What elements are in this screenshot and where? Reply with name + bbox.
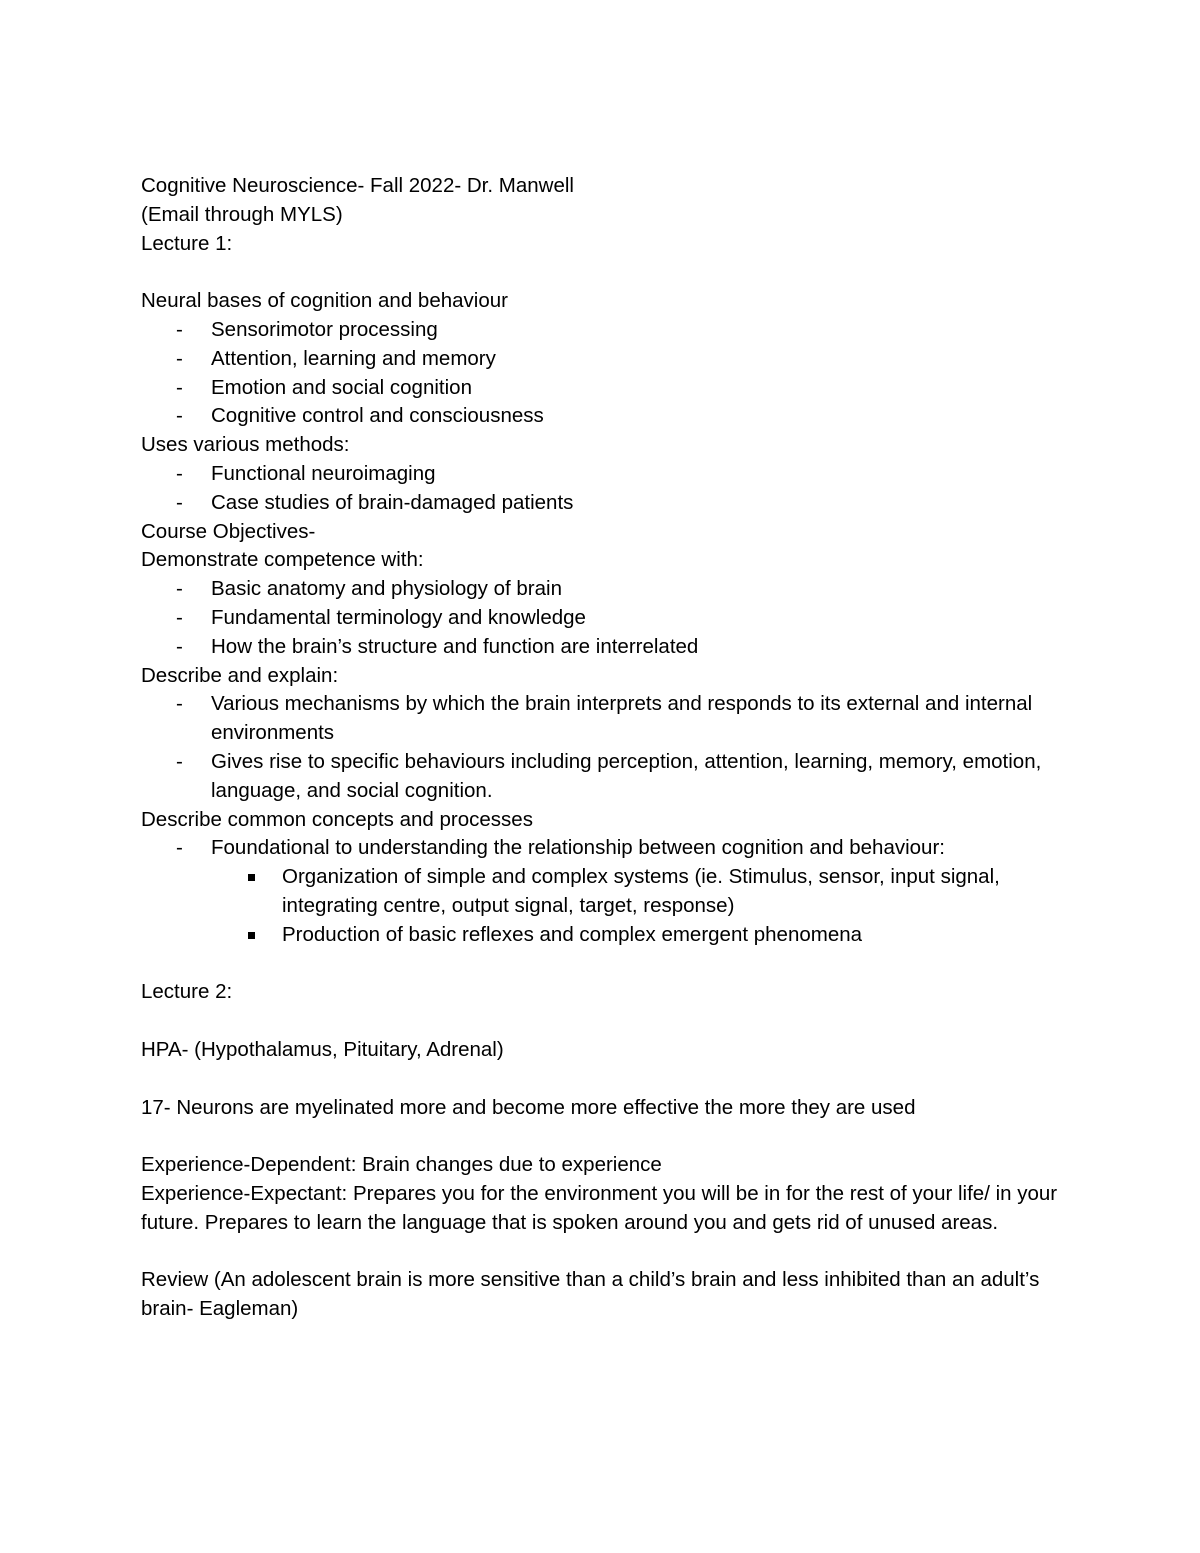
document-title: Cognitive Neuroscience- Fall 2022- Dr. Manwell	[141, 174, 574, 197]
list-item	[141, 345, 1071, 374]
list-item-text: Sensorimotor processing	[211, 317, 438, 341]
list-item-text: Case studies of brain-damaged patients	[211, 490, 574, 514]
blank-line	[141, 1007, 1071, 1036]
course-objectives-heading: Course Objectives-	[141, 519, 316, 543]
experience-dependent-note: Experience-Dependent: Brain changes due to experience	[141, 1153, 662, 1177]
list-item	[141, 575, 1071, 604]
document-page	[141, 172, 1071, 1324]
list-item-text: Various mechanisms by which the brain interprets and responds to its external and internal environments	[211, 692, 1033, 745]
list-item	[141, 316, 1071, 345]
list-item	[141, 748, 1071, 806]
blank-line	[141, 258, 1071, 287]
sub-list-item	[141, 921, 1071, 950]
list-item	[141, 460, 1071, 489]
dash-bullet: -	[176, 490, 183, 514]
dash-bullet: -	[176, 836, 183, 860]
dash-bullet: -	[176, 577, 183, 601]
methods-heading: Uses various methods:	[141, 433, 350, 457]
neurons-note: 17- Neurons are myelinated more and become more effective the more they are used	[141, 1095, 916, 1119]
hpa-note: HPA- (Hypothalamus, Pituitary, Adrenal)	[141, 1037, 504, 1061]
list-item-text: Functional neuroimaging	[211, 461, 436, 485]
lecture-2-heading: Lecture 2:	[141, 980, 233, 1004]
blank-line	[141, 1065, 1071, 1094]
neural-bases-heading: Neural bases of cognition and behaviour	[141, 289, 508, 313]
dash-bullet: -	[176, 605, 183, 629]
dash-bullet: -	[176, 461, 183, 485]
list-item	[141, 604, 1071, 633]
dash-bullet: -	[176, 346, 183, 370]
review-note: Review (An adolescent brain is more sensitive than a child’s brain and less inhibited than an adult’s brain- Eagleman)	[141, 1268, 1040, 1321]
list-item-text: Attention, learning and memory	[211, 346, 496, 370]
dash-bullet: -	[176, 634, 183, 658]
list-item	[141, 834, 1071, 863]
dash-bullet: -	[176, 692, 183, 716]
blank-line	[141, 950, 1071, 979]
contact-note: (Email through MYLS)	[141, 202, 343, 226]
list-item-text: Cognitive control and consciousness	[211, 404, 544, 428]
list-item-text: Gives rise to specific behaviours including perception, attention, learning, memory, emotion, language, and social cognition.	[211, 749, 1042, 802]
sub-list-item-text: Production of basic reflexes and complex emergent phenomena	[282, 922, 863, 946]
describe-explain-heading: Describe and explain:	[141, 663, 339, 687]
competence-heading: Demonstrate competence with:	[141, 548, 424, 572]
common-concepts-heading: Describe common concepts and processes	[141, 807, 533, 831]
dash-bullet: -	[176, 375, 183, 399]
blank-line	[141, 1237, 1071, 1266]
list-item-text: How the brain’s structure and function are interrelated	[211, 634, 699, 658]
list-item-text: Emotion and social cognition	[211, 375, 472, 399]
list-item-text: Foundational to understanding the relationship between cognition and behaviour:	[211, 836, 945, 860]
square-bullet-icon	[141, 863, 282, 892]
list-item	[141, 374, 1071, 403]
blank-line	[141, 1122, 1071, 1151]
dash-bullet: -	[176, 404, 183, 428]
square-bullet-icon	[141, 921, 282, 950]
dash-bullet: -	[176, 749, 183, 773]
list-item	[141, 489, 1071, 518]
list-item-text: Basic anatomy and physiology of brain	[211, 577, 562, 601]
sub-list-item	[141, 863, 1071, 921]
list-item-text: Fundamental terminology and knowledge	[211, 605, 586, 629]
sub-list-item-text: Organization of simple and complex systems (ie. Stimulus, sensor, input signal, integrating centre, output signal, target, response)	[282, 865, 1000, 917]
lecture-1-heading: Lecture 1:	[141, 231, 233, 255]
experience-expectant-note: Experience-Expectant: Prepares you for the environment you will be in for the rest of your life/ in your future. Prepares to learn the language that is spoken around you and gets rid of unused areas.	[141, 1181, 1058, 1234]
dash-bullet: -	[176, 317, 183, 341]
list-item	[141, 690, 1071, 748]
list-item	[141, 633, 1071, 662]
list-item	[141, 402, 1071, 431]
